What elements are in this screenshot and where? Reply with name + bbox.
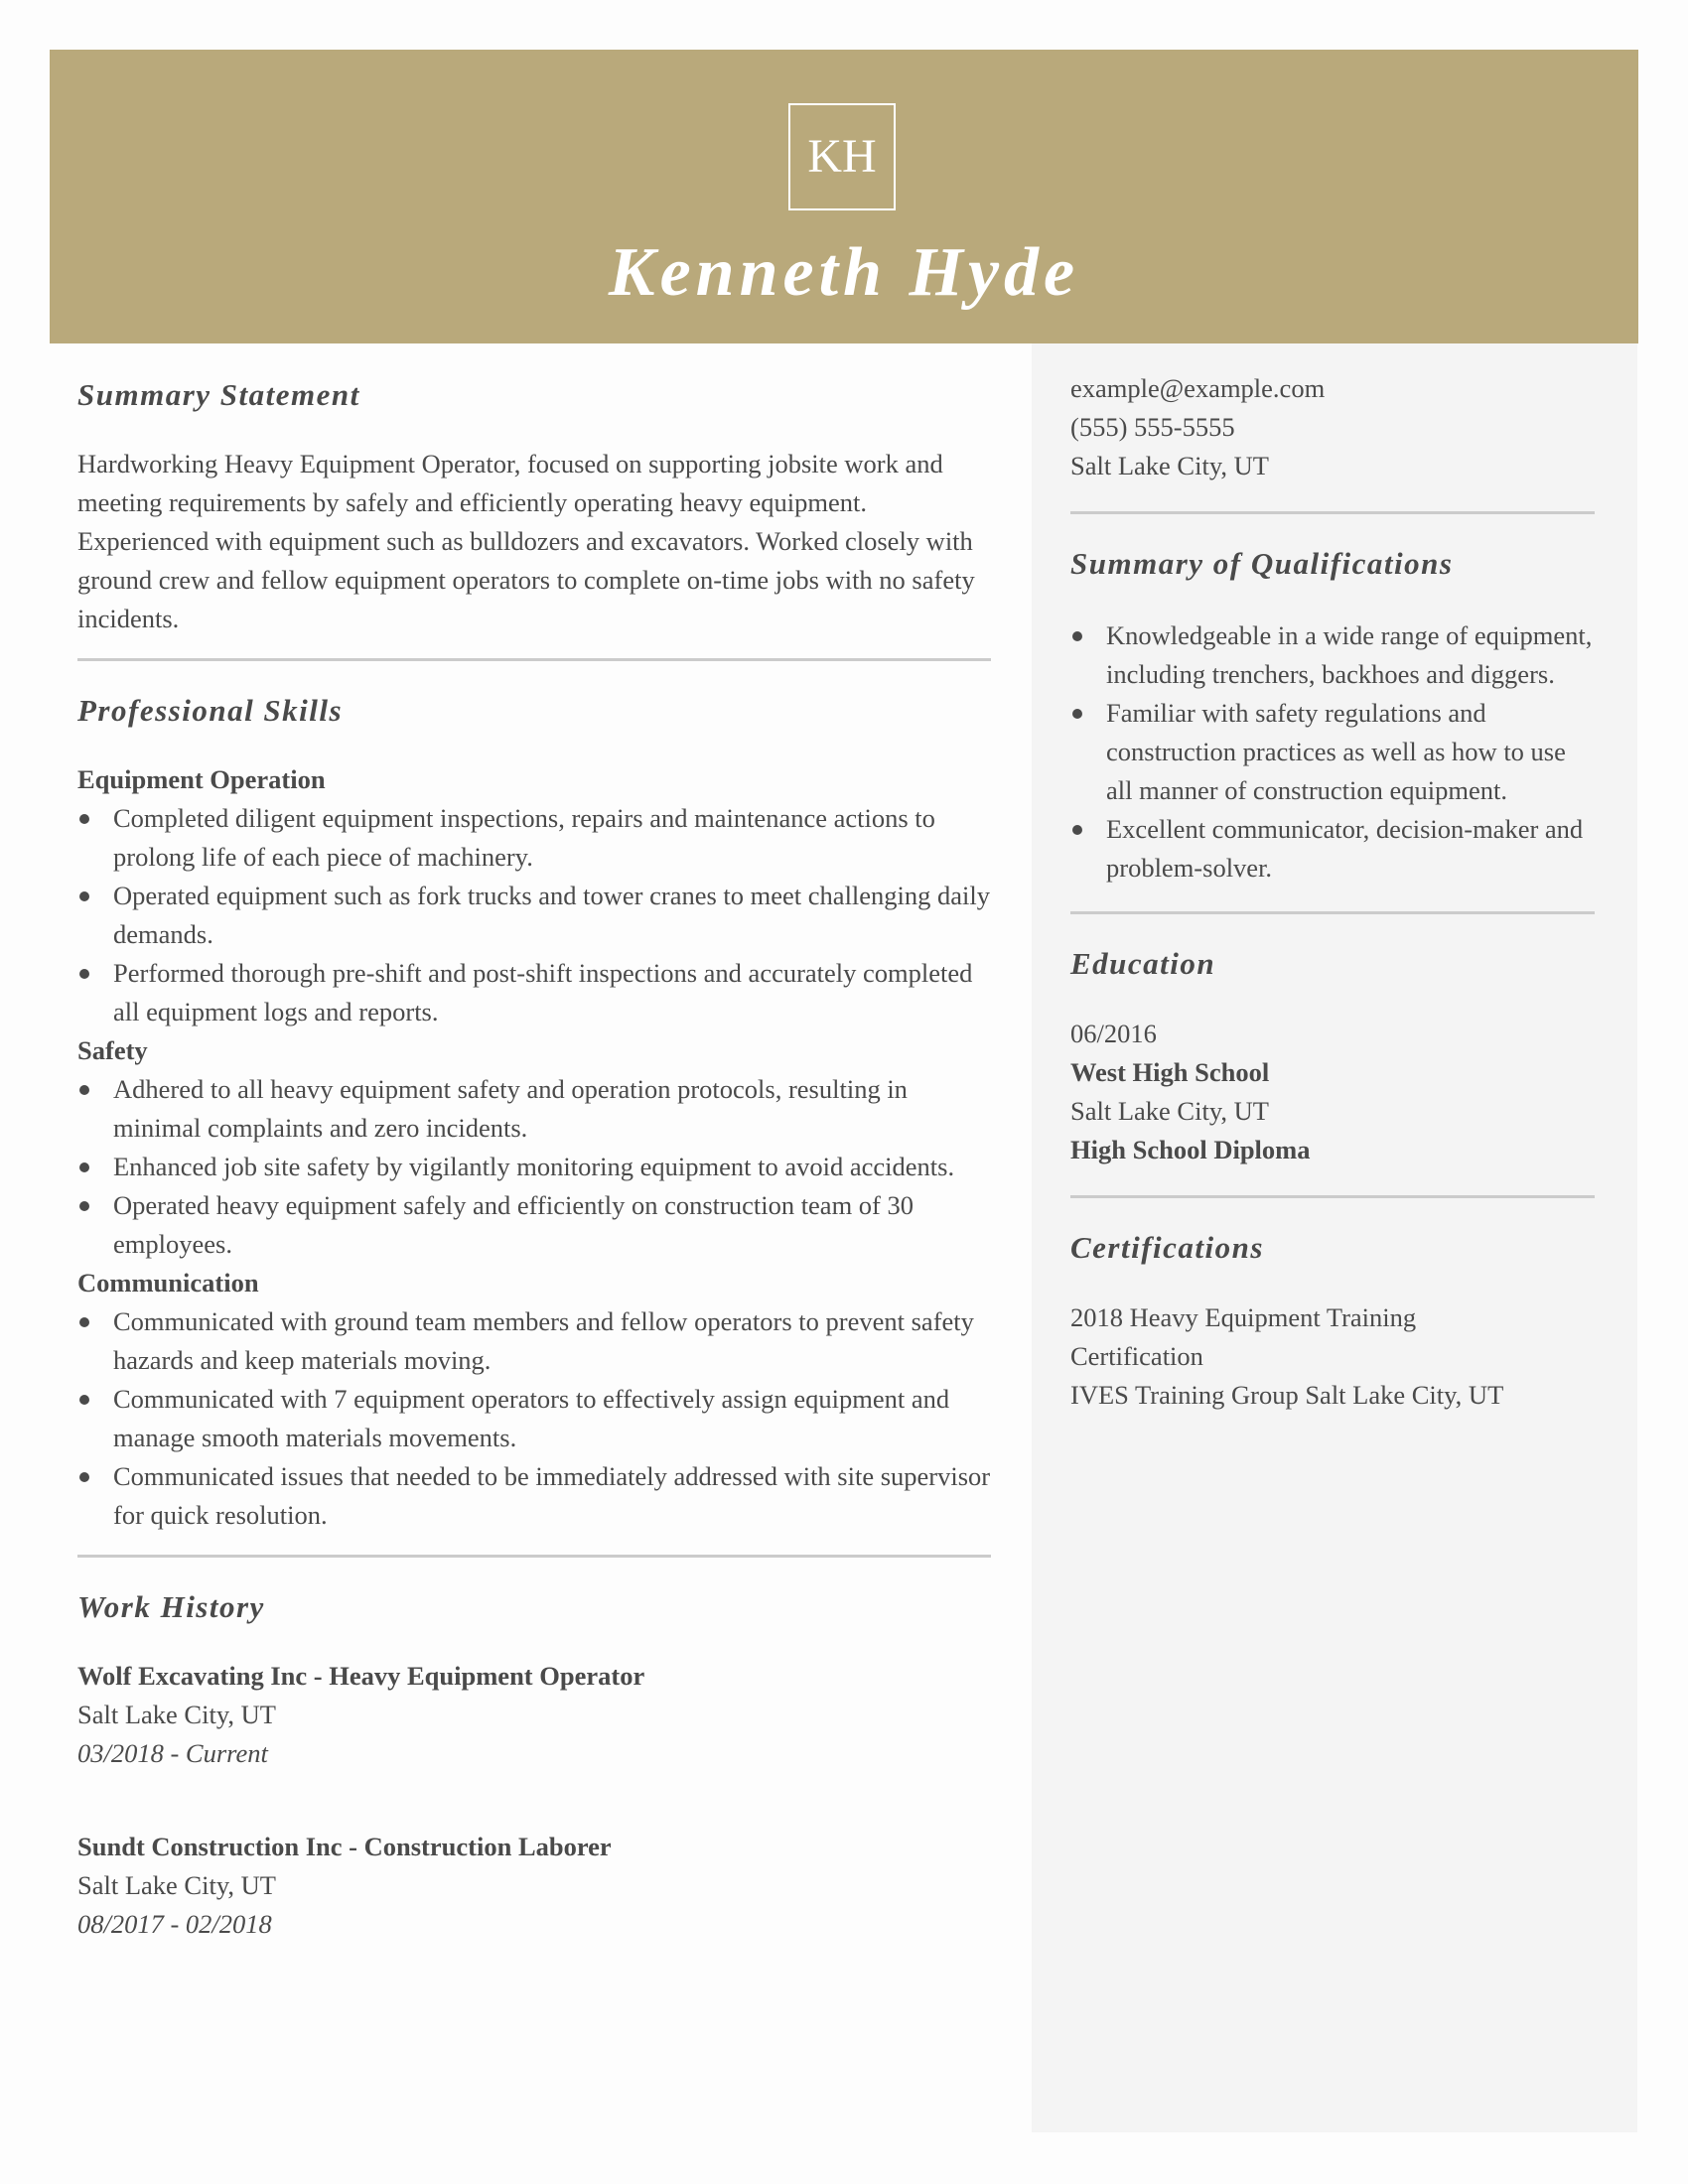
summary-text: Hardworking Heavy Equipment Operator, focused on supporting jobsite work and meeting requirements by safely and efficiently operating heavy equipment. Experienced with equipment such as bulldozers and excavators. Worked closely with ground crew and fellow equipment operators to complete on-time jobs with no safety incidents.	[77, 449, 975, 633]
contact-phone[interactable]: (555) 555-5555	[1070, 412, 1235, 442]
summary-section	[77, 375, 991, 661]
job-location: Salt Lake City, UT	[77, 1700, 276, 1729]
list-item	[1070, 616, 1595, 694]
contact-section	[1070, 369, 1595, 514]
job-dates: 03/2018 - Current	[77, 1738, 268, 1768]
bullet-icon	[1072, 709, 1082, 719]
skill-list	[77, 1070, 991, 1264]
list-item	[77, 877, 991, 954]
skill-group-safety	[77, 1031, 991, 1264]
skill-group-title: Equipment Operation	[77, 764, 326, 794]
list-item	[1070, 694, 1595, 810]
bullet-icon	[79, 891, 89, 901]
certifications-section	[1070, 1228, 1595, 1415]
list-item-text: Excellent communicator, decision-maker and problem-solver.	[1106, 814, 1584, 883]
list-item	[77, 1070, 991, 1148]
list-item	[77, 1148, 991, 1186]
section-title-skills: Professional Skills	[77, 693, 344, 728]
certification-issuer: IVES Training Group Salt Lake City, UT	[1070, 1380, 1504, 1410]
bullet-icon	[1072, 631, 1082, 641]
education-school: West High School	[1070, 1057, 1270, 1087]
list-item	[77, 799, 991, 877]
certification-name: 2018 Heavy Equipment Training Certification	[1070, 1302, 1417, 1371]
section-divider	[1070, 1195, 1595, 1198]
section-title-summary: Summary Statement	[77, 377, 360, 412]
list-item	[77, 1380, 991, 1457]
bullet-icon	[1072, 825, 1082, 835]
section-title-education: Education	[1070, 946, 1216, 981]
bullet-icon	[79, 814, 89, 824]
bullet-icon	[79, 1472, 89, 1482]
list-item-text: Operated heavy equipment safely and efficiently on construction team of 30 employees.	[113, 1190, 914, 1259]
monogram-badge: KH	[788, 103, 896, 210]
bullet-icon	[79, 1317, 89, 1327]
bullet-icon	[79, 1162, 89, 1172]
qualifications-section	[1070, 544, 1595, 914]
work-history-section	[77, 1587, 991, 1944]
bullet-icon	[79, 1395, 89, 1405]
skill-list	[77, 799, 991, 1031]
job-entry	[77, 1828, 991, 1944]
section-divider	[77, 1555, 991, 1558]
list-item-text: Adhered to all heavy equipment safety and operation protocols, resulting in minimal complaints and zero incidents.	[113, 1074, 908, 1143]
list-item-text: Communicated with 7 equipment operators to effectively assign equipment and manage smooth materials movements.	[113, 1384, 950, 1452]
skill-group-title: Safety	[77, 1035, 148, 1065]
skill-group-equipment	[77, 760, 991, 1031]
resume-header	[50, 50, 1638, 343]
list-item-text: Communicated issues that needed to be immediately addressed with site supervisor for quick resolution.	[113, 1461, 991, 1530]
list-item-text: Performed thorough pre-shift and post-shift inspections and accurately completed all equipment logs and reports.	[113, 958, 973, 1026]
list-item	[77, 1457, 991, 1535]
section-divider	[77, 658, 991, 661]
list-item	[77, 954, 991, 1031]
skill-group-title: Communication	[77, 1268, 259, 1297]
job-heading: Wolf Excavating Inc - Heavy Equipment Operator	[77, 1661, 645, 1691]
list-item-text: Familiar with safety regulations and construction practices as well as how to use all manner of construction equipment.	[1106, 698, 1566, 805]
job-entry	[77, 1657, 991, 1773]
job-dates: 08/2017 - 02/2018	[77, 1909, 272, 1939]
skill-list	[77, 1302, 991, 1535]
bullet-icon	[79, 1085, 89, 1095]
contact-email[interactable]: example@example.com	[1070, 373, 1326, 403]
section-divider	[1070, 911, 1595, 914]
section-divider	[1070, 511, 1595, 514]
list-item	[77, 1302, 991, 1380]
section-title-certifications: Certifications	[1070, 1230, 1264, 1265]
bullet-icon	[79, 969, 89, 979]
education-date: 06/2016	[1070, 1019, 1157, 1048]
education-degree: High School Diploma	[1070, 1135, 1311, 1164]
section-title-work: Work History	[77, 1589, 265, 1624]
sidebar-column	[1070, 369, 1595, 1415]
list-item-text: Completed diligent equipment inspections, repairs and maintenance actions to prolong life of each piece of machinery.	[113, 803, 935, 872]
list-item-text: Knowledgeable in a wide range of equipment, including trenchers, backhoes and diggers.	[1106, 620, 1593, 689]
job-location: Salt Lake City, UT	[77, 1870, 276, 1900]
list-item-text: Enhanced job site safety by vigilantly monitoring equipment to avoid accidents.	[113, 1152, 955, 1181]
education-location: Salt Lake City, UT	[1070, 1096, 1269, 1126]
job-heading: Sundt Construction Inc - Construction Laborer	[77, 1832, 612, 1861]
list-item-text: Communicated with ground team members and fellow operators to prevent safety hazards and keep materials moving.	[113, 1306, 974, 1375]
skill-group-communication	[77, 1264, 991, 1535]
contact-location: Salt Lake City, UT	[1070, 451, 1269, 480]
skills-section	[77, 691, 991, 1558]
education-section	[1070, 944, 1595, 1198]
list-item-text: Operated equipment such as fork trucks and tower cranes to meet challenging daily demands.	[113, 881, 991, 949]
bullet-icon	[79, 1201, 89, 1211]
list-item	[1070, 810, 1595, 887]
list-item	[77, 1186, 991, 1264]
section-title-qualifications: Summary of Qualifications	[1070, 546, 1454, 581]
qualifications-list	[1070, 616, 1595, 887]
candidate-name: Kenneth Hyde	[608, 234, 1080, 311]
main-column	[77, 367, 991, 1944]
